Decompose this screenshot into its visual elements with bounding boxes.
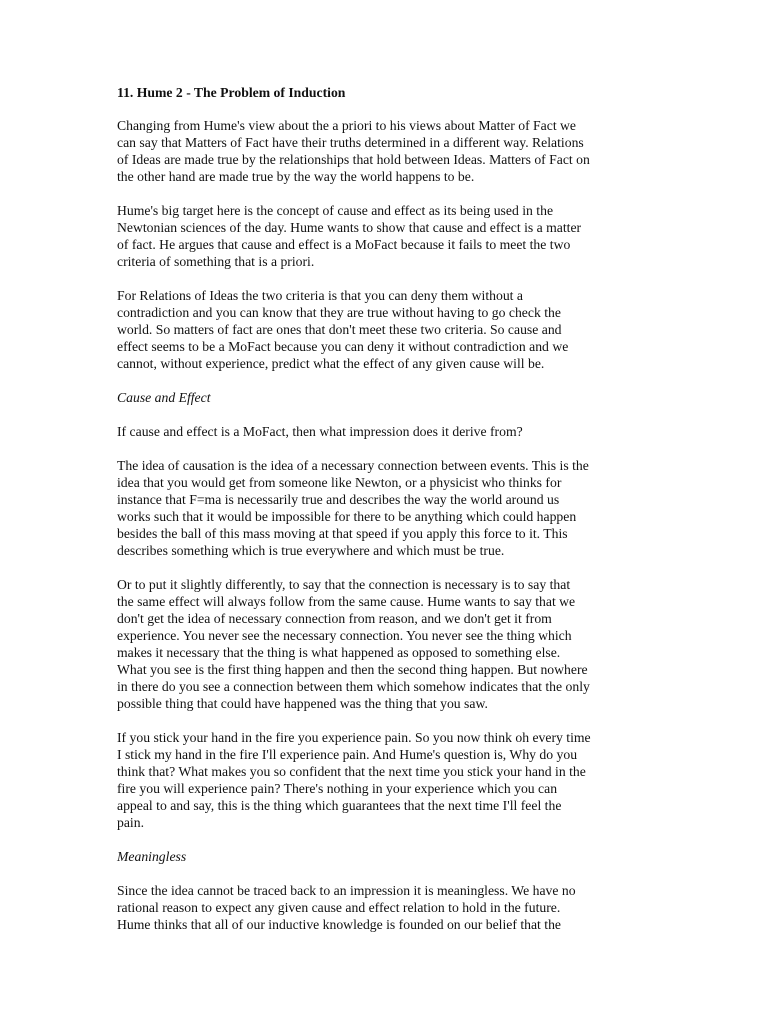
text-line: of Ideas are made true by the relationships that hold between Ideas. Matters of Fact on bbox=[117, 152, 590, 167]
section-heading-cause-and-effect: Cause and Effect bbox=[117, 390, 211, 405]
text-line: pain. bbox=[117, 815, 144, 830]
text-line: Hume thinks that all of our inductive knowledge is founded on our belief that the bbox=[117, 917, 561, 932]
text-line: Hume's big target here is the concept of cause and effect as its being used in the bbox=[117, 203, 554, 218]
paragraph-3 bbox=[117, 287, 657, 372]
text-line: I stick my hand in the fire I'll experience pain. And Hume's question is, Why do you bbox=[117, 747, 578, 762]
paragraph-7 bbox=[117, 729, 657, 831]
text-line: idea that you would get from someone like Newton, or a physicist who thinks for bbox=[117, 475, 562, 490]
text-line: describes something which is true everywhere and which must be true. bbox=[117, 543, 505, 558]
text-line: Newtonian sciences of the day. Hume wants to show that cause and effect is a matter bbox=[117, 220, 582, 235]
paragraph-1 bbox=[117, 117, 657, 185]
text-line: cannot, without experience, predict what the effect of any given cause will be. bbox=[117, 356, 545, 371]
section-heading-meaningless: Meaningless bbox=[117, 849, 187, 864]
text-line: experience. You never see the necessary connection. You never see the thing which bbox=[117, 628, 572, 643]
text-line: makes it necessary that the thing is what happened as opposed to something else. bbox=[117, 645, 561, 660]
text-line: of fact. He argues that cause and effect is a MoFact because it fails to meet the two bbox=[117, 237, 571, 252]
text-line: rational reason to expect any given cause and effect relation to hold in the future. bbox=[117, 900, 561, 915]
document-page bbox=[117, 84, 657, 950]
paragraph-5 bbox=[117, 457, 657, 559]
text-line: Or to put it slightly differently, to say that the connection is necessary is to say that bbox=[117, 577, 571, 592]
text-line: works such that it would be impossible for there to be anything which could happen bbox=[117, 509, 577, 524]
text-line: can say that Matters of Fact have their truths determined in a different way. Relations bbox=[117, 135, 584, 150]
text-line: the same effect will always follow from the same cause. Hume wants to say that we bbox=[117, 594, 576, 609]
document-title: 11. Hume 2 - The Problem of Induction bbox=[117, 85, 346, 100]
text-line: the other hand are made true by the way the world happens to be. bbox=[117, 169, 475, 184]
text-line: appeal to and say, this is the thing which guarantees that the next time I'll feel the bbox=[117, 798, 562, 813]
text-line: world. So matters of fact are ones that don't meet these two criteria. So cause and bbox=[117, 322, 562, 337]
text-line: For Relations of Ideas the two criteria is that you can deny them without a bbox=[117, 288, 523, 303]
text-line: criteria of something that is a priori. bbox=[117, 254, 315, 269]
text-line: Changing from Hume's view about the a priori to his views about Matter of Fact we bbox=[117, 118, 576, 133]
text-line: in there do you see a connection between them which somehow indicates that the only bbox=[117, 679, 590, 694]
text-line: Since the idea cannot be traced back to an impression it is meaningless. We have no bbox=[117, 883, 576, 898]
text-line: The idea of causation is the idea of a necessary connection between events. This is the bbox=[117, 458, 589, 473]
text-line: instance that F=ma is necessarily true and describes the way the world around us bbox=[117, 492, 560, 507]
text-line: contradiction and you can know that they are true without having to go check the bbox=[117, 305, 561, 320]
paragraph-8 bbox=[117, 882, 657, 933]
text-line: possible thing that could have happened was the thing that you saw. bbox=[117, 696, 488, 711]
paragraph-6 bbox=[117, 576, 657, 712]
text-line: If cause and effect is a MoFact, then what impression does it derive from? bbox=[117, 424, 523, 439]
text-line: don't get the idea of necessary connection from reason, and we don't get it from bbox=[117, 611, 552, 626]
text-line: besides the ball of this mass moving at that speed if you apply this force to it. This bbox=[117, 526, 568, 541]
text-line: think that? What makes you so confident that the next time you stick your hand in the bbox=[117, 764, 586, 779]
text-line: effect seems to be a MoFact because you can deny it without contradiction and we bbox=[117, 339, 569, 354]
text-line: fire you will experience pain? There's nothing in your experience which you can bbox=[117, 781, 558, 796]
text-line: What you see is the first thing happen and then the second thing happen. But nowhere bbox=[117, 662, 588, 677]
text-line: If you stick your hand in the fire you experience pain. So you now think oh every time bbox=[117, 730, 591, 745]
paragraph-2 bbox=[117, 202, 657, 270]
paragraph-4 bbox=[117, 423, 657, 440]
